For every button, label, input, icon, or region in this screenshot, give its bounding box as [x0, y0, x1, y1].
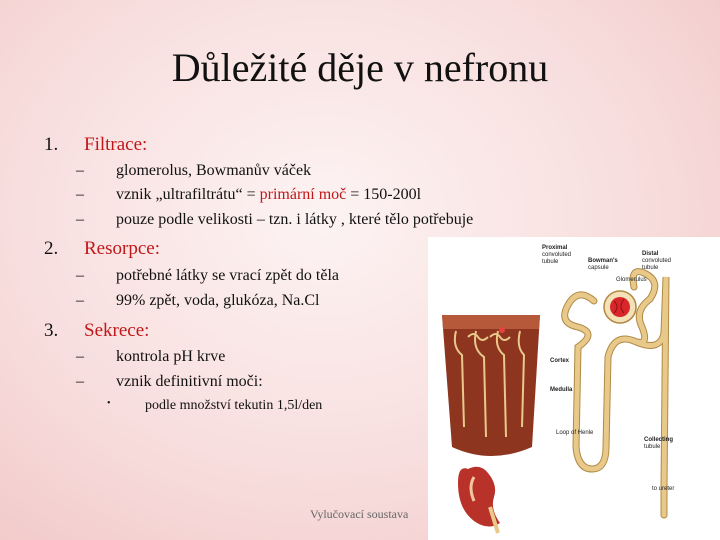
- label-medulla: Medulla: [550, 387, 573, 393]
- nephron-diagram: [428, 237, 720, 540]
- mini-glomerulus: [499, 327, 505, 333]
- dash-bullet: –: [76, 267, 84, 284]
- label-proximal-3: tubule: [542, 259, 559, 265]
- section-heading: Sekrece:: [84, 320, 150, 341]
- dash-bullet: –: [76, 162, 84, 179]
- label-proximal: Proximal: [542, 245, 568, 251]
- label-distal-3: tubule: [642, 265, 659, 271]
- item-text-post: = 150-200l: [346, 186, 422, 203]
- dash-bullet: –: [76, 373, 84, 390]
- section-heading: Filtrace:: [84, 134, 148, 155]
- item-text: glomerolus, Bowmanův váček: [116, 162, 312, 179]
- section-number: 1.: [44, 134, 59, 155]
- section-number: 3.: [44, 320, 59, 341]
- item-text: [116, 186, 421, 204]
- label-collecting: Collecting: [644, 437, 674, 443]
- item-text: pouze podle velikosti – tzn. i látky , které tělo potřebuje: [116, 211, 474, 228]
- kidney-cortex-band: [442, 315, 540, 329]
- dash-bullet: –: [76, 211, 84, 228]
- slide-footer: Vylučovací soustava: [310, 507, 409, 521]
- item-text: kontrola pH krve: [116, 348, 226, 365]
- glomerulus: [610, 297, 630, 317]
- section-heading: Resorpce:: [84, 238, 160, 259]
- label-proximal-2: convoluted: [542, 252, 572, 258]
- label-glomerulus: Glomerulus: [616, 277, 647, 283]
- label-distal-2: convoluted: [642, 258, 672, 264]
- item-text: potřebné látky se vrací zpět do těla: [116, 267, 340, 284]
- dash-bullet: –: [76, 292, 84, 309]
- label-collecting-2: tubule: [644, 444, 661, 450]
- dash-bullet: –: [76, 186, 84, 203]
- item-text-highlight: primární moč: [259, 186, 347, 203]
- label-loop-of-henle: Loop of Henle: [556, 430, 594, 436]
- section-number: 2.: [44, 238, 59, 259]
- item-text: 99% zpět, voda, glukóza, Na.Cl: [116, 292, 320, 309]
- nephron-illustration: [428, 237, 720, 540]
- label-bowman-2: capsule: [588, 265, 609, 271]
- slide-title: Důležité děje v nefronu: [171, 45, 549, 90]
- item-text: podle množství tekutin 1,5l/den: [145, 398, 323, 413]
- item-text-pre: vznik „ultrafiltrátu“ =: [116, 186, 260, 203]
- dash-bullet: –: [76, 348, 84, 365]
- label-cortex: Cortex: [550, 358, 570, 364]
- dot-bullet: •: [107, 398, 111, 409]
- label-distal: Distal: [642, 251, 659, 257]
- label-bowman: Bowman's: [588, 258, 618, 264]
- item-text: vznik definitivní moči:: [116, 373, 263, 390]
- label-ureter: to ureter: [652, 486, 675, 492]
